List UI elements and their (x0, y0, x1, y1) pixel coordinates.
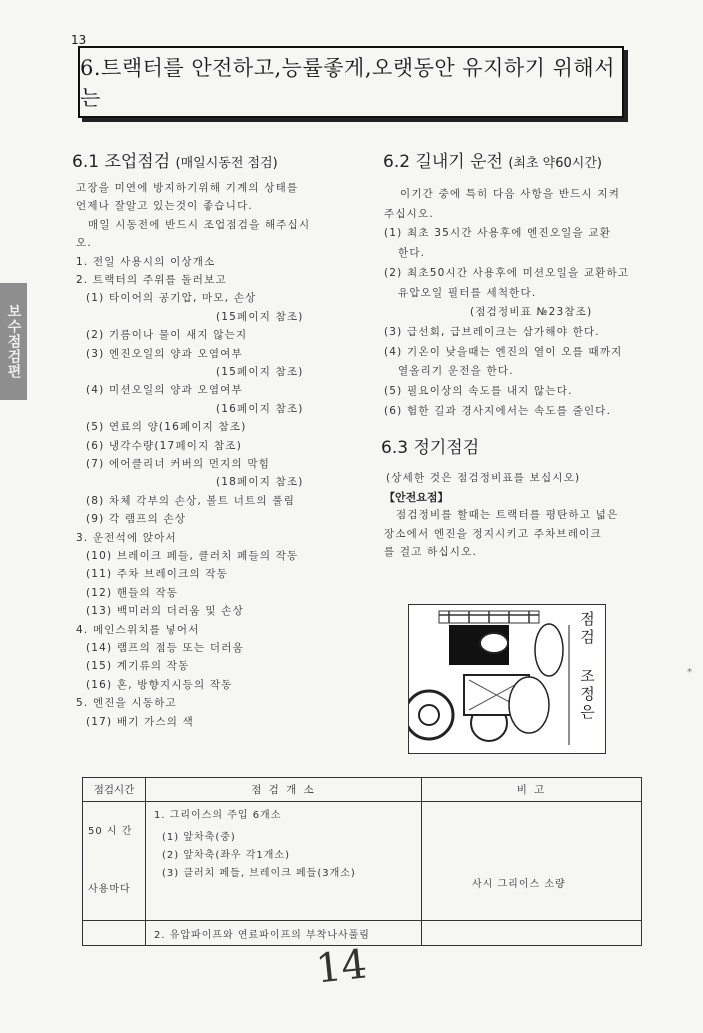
text-line: 【안전요점】 (384, 490, 449, 504)
text-line: 주십시오. (384, 207, 434, 220)
remark-text: 사시 그리이스 소량 (472, 879, 566, 890)
cartoon-caption: 점검 조정은 (578, 611, 596, 722)
tractor-mechanic-drawing (409, 605, 605, 753)
text-line: 5. 엔진을 시동하고 (76, 697, 177, 710)
table-header-row (83, 778, 642, 802)
text-line: (6) 험한 길과 경사지에서는 속도를 줄인다. (384, 404, 612, 417)
text-line: (15페이지 참조) (216, 366, 304, 378)
text-line: (12) 핸들의 작동 (86, 586, 179, 599)
text-line: 유압오일 필터를 세척한다. (398, 286, 537, 299)
text-line: 장소에서 엔진을 정지시키고 주차브레이크 (384, 527, 602, 540)
text-line: 4. 메인스위치를 넣어서 (76, 623, 200, 636)
text-line: (9) 각 램프의 손상 (86, 513, 187, 526)
text-line: (6) 냉각수량(17페이지 참조) (86, 439, 242, 452)
table-cell-items (146, 802, 422, 921)
interval-every-use: 사용마다 (88, 884, 131, 895)
text-line: 를 걸고 하십시오. (384, 546, 478, 558)
section-6-1-heading: 6.1 조업점검 (매일시동전 점검) (72, 152, 278, 172)
text-line: (11) 주차 브레이크의 작동 (86, 568, 229, 581)
text-line: (5) 연료의 양(16페이지 참조) (86, 421, 247, 434)
text-line: 고장을 미연에 방지하기위해 기계의 상태를 (76, 182, 299, 194)
item-line: 1. 그리이스의 주입 6개소 (154, 810, 282, 821)
text-line: 1. 전일 사용시의 이상개소 (76, 255, 216, 268)
section-6-3-heading: 6.3 정기점검 (381, 438, 480, 458)
maintenance-cartoon-illustration (408, 604, 606, 754)
text-line: (16페이지 참조) (216, 402, 304, 415)
table-cell-remark (422, 802, 642, 921)
item-line: (2) 앞차축(좌우 각1개소) (162, 850, 290, 861)
handwritten-page-number: 14 (313, 941, 370, 993)
page-title: 6.트랙터를 안전하고,능률좋게,오랫동안 유지하기 위해서는 (80, 56, 615, 110)
text-line: (1) 최초 35시간 사용후에 엔진오일을 교환 (384, 227, 612, 240)
page-number: 13 (71, 33, 87, 47)
text-line: (2) 기름이나 물이 새지 않는지 (86, 329, 248, 342)
print-speck: * (687, 667, 692, 678)
text-line: 오. (76, 237, 92, 250)
text-line: 언제나 잘알고 있는것이 좋습니다. (76, 200, 253, 213)
section-6-2-heading: 6.2 길내기 운전 (최초 약60시간) (383, 152, 602, 172)
text-line: (2) 최초50시간 사용후에 미션오일을 교환하고 (384, 266, 630, 279)
text-line: (3) 엔진오일의 양과 오염여부 (86, 347, 243, 360)
text-line: 열올리기 운전을 한다. (398, 365, 514, 378)
text-line: (8) 차체 각부의 손상, 볼트 너트의 풀림 (86, 494, 296, 507)
item-line: (3) 클러치 페들, 브레이크 페들(3개소) (162, 868, 356, 879)
text-line: (4) 기온이 낮을때는 엔진의 열이 오를 때까지 (384, 345, 623, 358)
text-line: (15) 계기류의 작동 (86, 660, 190, 673)
text-line: 매일 시동전에 반드시 조업점검을 해주십시 (88, 218, 311, 231)
item-line: 2. 유압파이프와 연료파이프의 부착나사풀림 (146, 921, 422, 946)
table-header-points: 점 검 개 소 (146, 778, 422, 802)
periodic-inspection-table (82, 777, 642, 946)
table-cell-remark (422, 921, 642, 946)
text-line: (5) 필요이상의 속도를 내지 않는다. (384, 385, 573, 397)
table-header-remarks: 비 고 (422, 778, 642, 802)
table-header-time: 점검시간 (83, 778, 146, 802)
text-line: 3. 운전석에 앉아서 (76, 531, 177, 544)
text-line: (1) 타이어의 공기압, 마모, 손상 (86, 292, 257, 305)
text-line: (16) 혼, 방향지시등의 작동 (86, 678, 233, 691)
table-cell-interval (83, 802, 146, 921)
text-line: (13) 백미러의 더러움 및 손상 (86, 605, 244, 618)
item-line: (1) 앞차축(중) (162, 832, 236, 843)
text-line: 점검정비를 할때는 트랙터를 평탄하고 넓은 (396, 509, 619, 521)
text-line: (14) 램프의 점등 또는 더러움 (86, 642, 244, 654)
text-line: 한다. (398, 247, 426, 260)
text-line: (17) 배기 가스의 색 (86, 715, 195, 728)
interval-hours: 50 시 간 (88, 826, 133, 837)
text-line: (상세한 것은 점검정비표를 보십시오) (386, 472, 581, 484)
text-line: (3) 급선회, 급브레이크는 삼가해야 한다. (384, 325, 600, 338)
text-line: (점검정비표 №23참조) (470, 306, 593, 319)
table-row (83, 802, 642, 921)
text-line: (15페이지 참조) (216, 310, 304, 323)
text-line: (4) 미션오일의 양과 오염여부 (86, 384, 243, 397)
text-line: (7) 에어클리너 커버의 먼지의 막힘 (86, 458, 271, 470)
section-side-tab: 보수점검편 (0, 283, 27, 400)
text-line: 2. 트랙터의 주위를 돌러보고 (76, 274, 227, 286)
page-title-box (78, 46, 624, 118)
text-line: (10) 브레이크 페들, 클러치 페들의 작동 (86, 550, 299, 562)
text-line: (18페이지 참조) (216, 476, 304, 489)
table-cell-interval (83, 921, 146, 946)
text-line: 이기간 중에 특히 다음 사항을 반드시 지켜 (400, 188, 621, 200)
